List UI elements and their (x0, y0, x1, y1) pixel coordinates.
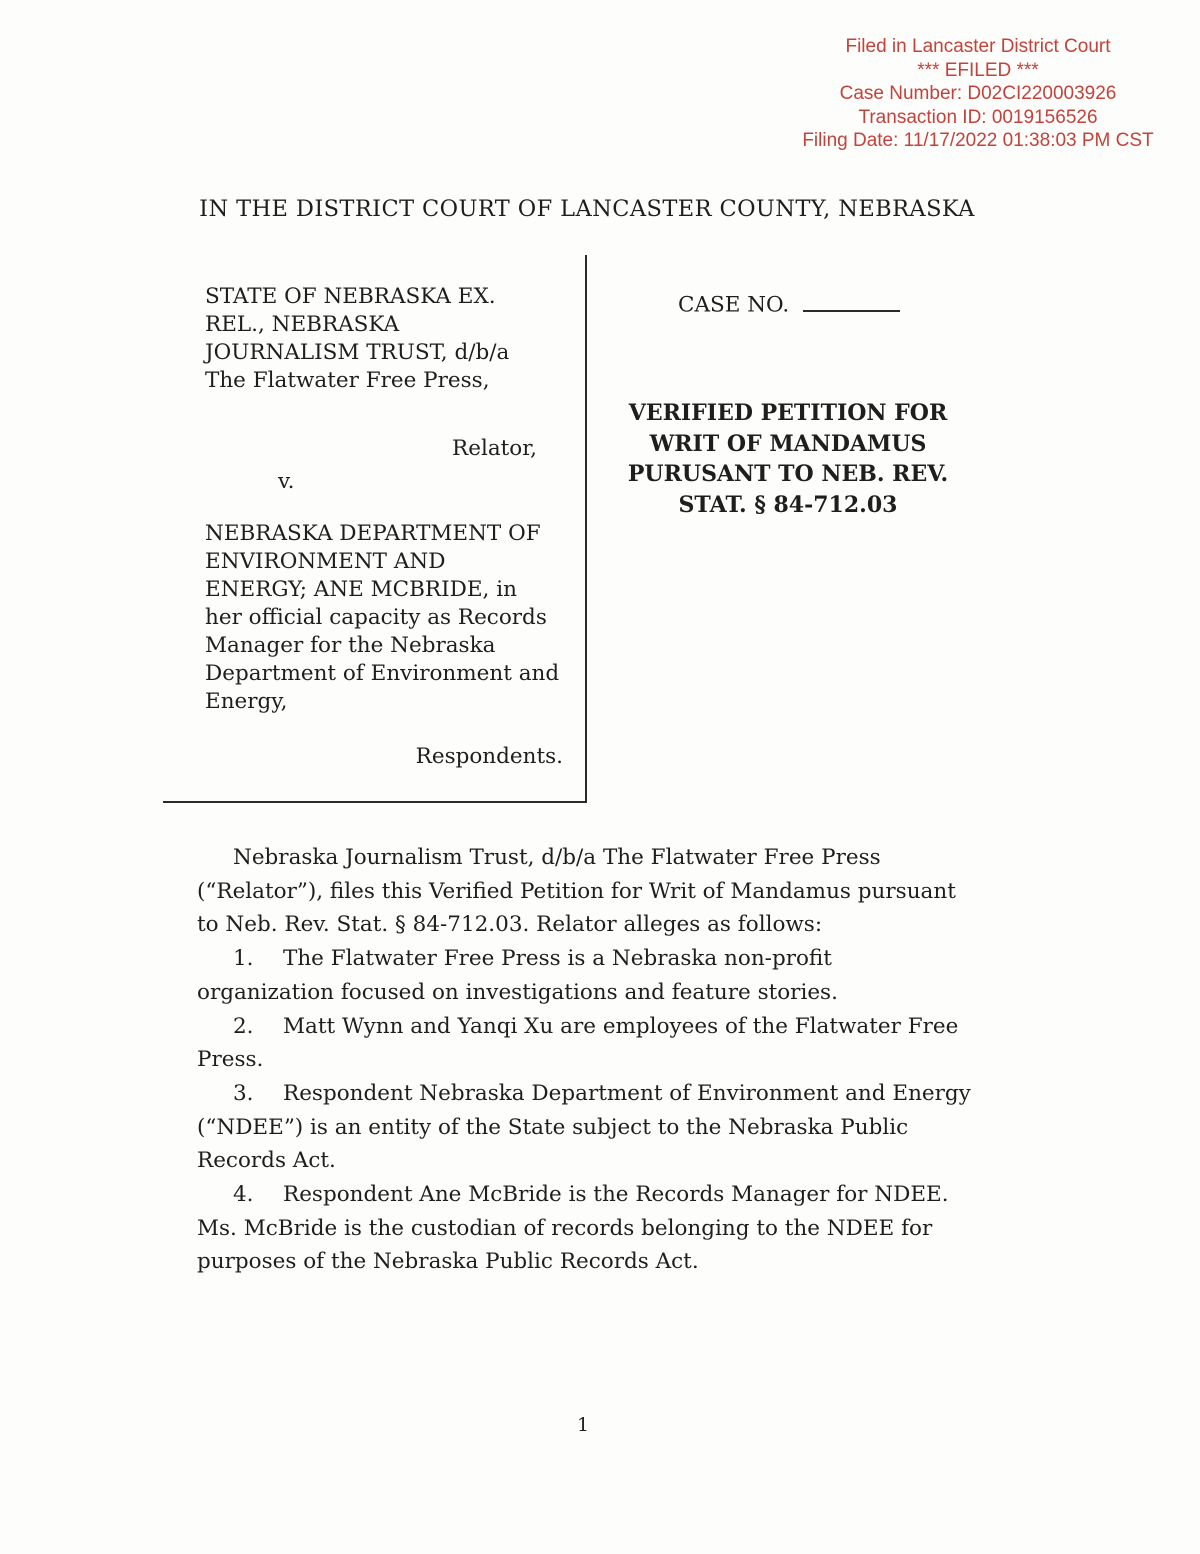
relator-party-line: STATE OF NEBRASKA EX. (205, 284, 496, 309)
numbered-paragraph (197, 1178, 973, 1279)
versus-label: v. (278, 469, 295, 494)
stamp-transaction-id-line: Transaction ID: 0019156526 (858, 106, 1098, 128)
paragraph-text: Respondent Nebraska Department of Environment and Energy (“NDEE”) is an entity of the State subject to the Nebraska Public Records Act. (197, 1080, 971, 1174)
relator-label: Relator, (452, 436, 537, 461)
paragraph-text: Respondent Ane McBride is the Records Manager for NDEE. Ms. McBride is the custodian of records belonging to the NDEE for purposes of the Nebraska Public Records Act. (197, 1182, 949, 1275)
relator-party-line: The Flatwater Free Press, (205, 368, 490, 393)
respondent-party-line: NEBRASKA DEPARTMENT OF (205, 521, 541, 546)
respondent-party-line: Department of Environment and (205, 661, 560, 686)
respondent-party-line: her official capacity as Records (205, 605, 547, 630)
case-number-label: CASE NO. (678, 292, 790, 318)
stamp-filing-date-line: Filing Date: 11/17/2022 01:38:03 PM CST (802, 130, 1154, 151)
respondent-party-line: Energy, (205, 689, 288, 714)
petition-title-line: VERIFIED PETITION FOR (628, 400, 948, 426)
numbered-paragraph (197, 1077, 973, 1178)
stamp-filed-line: Filed in Lancaster District Court (845, 36, 1111, 57)
respondent-party-line: ENERGY; ANE MCBRIDE, in (205, 577, 517, 602)
case-caption-box (163, 255, 587, 803)
numbered-paragraph (197, 942, 973, 1009)
petition-title-line: PURUSANT TO NEB. REV. (627, 461, 949, 487)
stamp-efiled-line: *** EFILED *** (917, 59, 1039, 81)
paragraph-text: Matt Wynn and Yanqi Xu are employees of the Flatwater Free Press. (197, 1013, 959, 1073)
respondent-party-line: ENVIRONMENT AND (205, 549, 446, 574)
paragraph-number: 3. (233, 1080, 254, 1106)
page-number: 1 (576, 1414, 590, 1436)
relator-party-line: JOURNALISM TRUST, d/b/a (205, 340, 510, 365)
paragraph-number: 2. (233, 1013, 254, 1039)
respondents-label: Respondents. (415, 744, 563, 769)
court-title: IN THE DISTRICT COURT OF LANCASTER COUNTY, NEBRASKA (199, 196, 975, 222)
respondent-party-block (205, 520, 585, 716)
respondent-party-line: Manager for the Nebraska (205, 633, 496, 658)
petition-body (197, 841, 973, 1279)
paragraph-text: The Flatwater Free Press is a Nebraska non-profit organization focused on investigations and feature stories. (197, 946, 838, 1005)
paragraph-number: 1. (233, 946, 254, 972)
petition-title (617, 398, 959, 520)
case-number-blank (803, 288, 900, 312)
petition-title-line: STAT. § 84-712.03 (678, 491, 898, 518)
paragraph-number: 4. (233, 1182, 254, 1208)
numbered-paragraph (197, 1010, 973, 1077)
case-number-line (678, 288, 900, 318)
petition-title-line: WRIT OF MANDAMUS (649, 430, 927, 457)
stamp-case-number-line: Case Number: D02CI220003926 (839, 83, 1117, 104)
efiling-stamp (768, 35, 1188, 153)
intro-paragraph: Nebraska Journalism Trust, d/b/a The Flatwater Free Press (“Relator”), files this Verified Petition for Writ of Mandamus pursuant to Neb. Rev. Stat. § 84-712.03. Relator alleges as follows: (197, 845, 956, 938)
relator-party-line: REL., NEBRASKA (205, 312, 400, 337)
